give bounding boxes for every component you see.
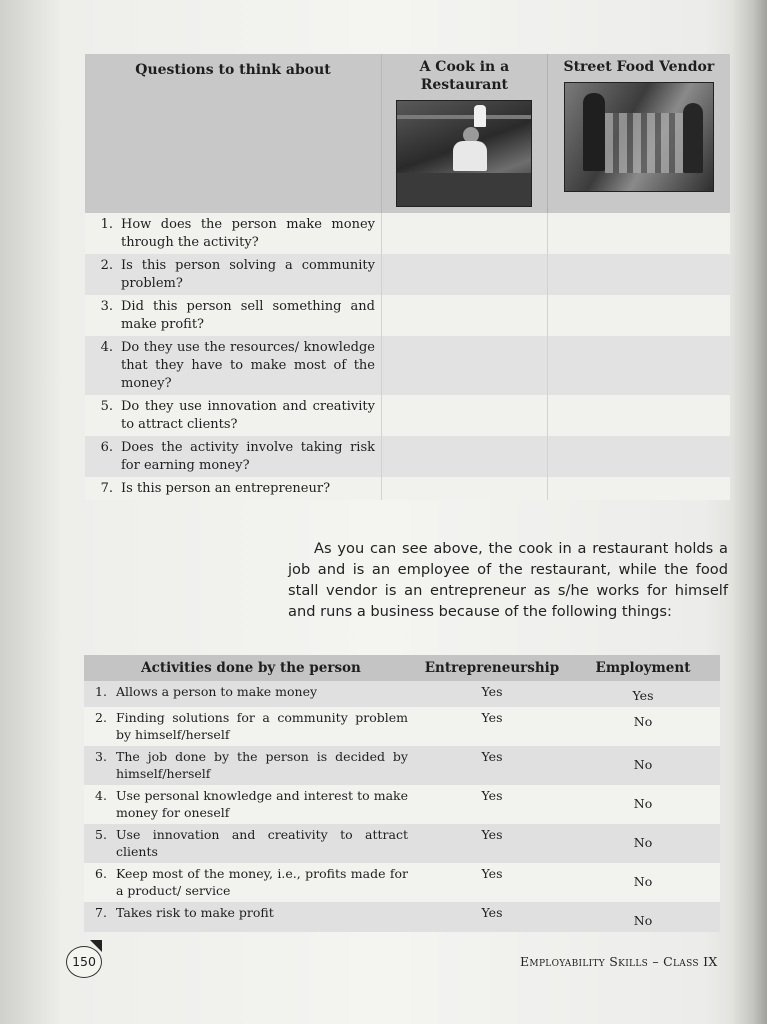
street-vendor-photo xyxy=(564,82,714,192)
entrepreneurship-value: Yes xyxy=(418,824,566,863)
entrepreneurship-value: Yes xyxy=(418,707,566,746)
activity-row xyxy=(84,707,720,746)
activity-text: The job done by the person is decided by himself/herself xyxy=(116,746,418,785)
activity-number: 1. xyxy=(84,681,116,707)
question-number: 6. xyxy=(85,436,121,477)
vendor-answer-cell xyxy=(547,336,730,395)
page-edge-shadow xyxy=(731,0,767,1024)
vendor-answer-cell xyxy=(547,477,730,500)
activity-number: 4. xyxy=(84,785,116,824)
header-employment: Employment xyxy=(566,655,720,681)
employment-value: Yes xyxy=(566,681,720,707)
activity-number: 2. xyxy=(84,707,116,746)
employment-value: No xyxy=(566,902,720,932)
header-cook-cell xyxy=(382,54,548,213)
cook-answer-cell xyxy=(382,295,548,336)
employment-value: No xyxy=(566,785,720,824)
question-row xyxy=(85,295,730,336)
explanation-paragraph: As you can see above, the cook in a restaurant holds a job and is an employee of the restaurant, while the food stall vendor is an entrepreneur as s/he works for himself and runs a business because of the following things: xyxy=(288,540,728,620)
activity-text: Use personal knowledge and interest to make money for oneself xyxy=(116,785,418,824)
question-number: 2. xyxy=(85,254,121,295)
activity-row xyxy=(84,785,720,824)
activities-table-header xyxy=(84,655,720,681)
activity-row xyxy=(84,824,720,863)
question-row xyxy=(85,336,730,395)
question-row xyxy=(85,213,730,254)
question-text: Does the activity involve taking risk for earning money? xyxy=(121,436,382,477)
activity-text: Allows a person to make money xyxy=(116,681,418,707)
cook-answer-cell xyxy=(382,436,548,477)
header-cook: A Cook in a Restaurant xyxy=(419,59,510,93)
activity-number: 5. xyxy=(84,824,116,863)
activity-text: Use innovation and creativity to attract clients xyxy=(116,824,418,863)
header-vendor: Street Food Vendor xyxy=(563,59,715,75)
vendor-answer-cell xyxy=(547,395,730,436)
entrepreneurship-value: Yes xyxy=(418,681,566,707)
vendor-answer-cell xyxy=(547,213,730,254)
employment-value: No xyxy=(566,863,720,902)
question-row xyxy=(85,254,730,295)
activity-number: 6. xyxy=(84,863,116,902)
header-questions: Questions to think about xyxy=(85,54,382,213)
activity-row xyxy=(84,681,720,707)
entrepreneurship-value: Yes xyxy=(418,785,566,824)
question-row xyxy=(85,395,730,436)
question-row xyxy=(85,477,730,500)
question-text: Do they use innovation and creativity to attract clients? xyxy=(121,395,382,436)
questions-table-header xyxy=(85,54,730,213)
activity-text: Takes risk to make profit xyxy=(116,902,418,932)
question-text: Is this person solving a community problem? xyxy=(121,254,382,295)
employment-value: No xyxy=(566,746,720,785)
activities-table xyxy=(84,655,720,932)
header-entrepreneurship: Entrepreneurship xyxy=(418,655,566,681)
entrepreneurship-value: Yes xyxy=(418,863,566,902)
questions-table xyxy=(85,54,730,500)
questions-body xyxy=(85,213,730,500)
cook-answer-cell xyxy=(382,254,548,295)
header-activities: Activities done by the person xyxy=(84,655,418,681)
vendor-answer-cell xyxy=(547,254,730,295)
cook-answer-cell xyxy=(382,477,548,500)
activity-row xyxy=(84,863,720,902)
question-text: Is this person an entrepreneur? xyxy=(121,477,382,500)
question-text: Do they use the resources/ knowledge that they have to make most of the money? xyxy=(121,336,382,395)
cook-answer-cell xyxy=(382,336,548,395)
activities-body xyxy=(84,681,720,932)
activity-number: 7. xyxy=(84,902,116,932)
question-text: How does the person make money through the activity? xyxy=(121,213,382,254)
question-number: 1. xyxy=(85,213,121,254)
footer-title: Employability Skills – Class IX xyxy=(520,954,718,969)
question-row xyxy=(85,436,730,477)
entrepreneurship-value: Yes xyxy=(418,746,566,785)
cook-photo xyxy=(396,100,532,207)
question-number: 7. xyxy=(85,477,121,500)
question-number: 4. xyxy=(85,336,121,395)
question-number: 5. xyxy=(85,395,121,436)
activity-text: Keep most of the money, i.e., profits made for a product/ service xyxy=(116,863,418,902)
cook-answer-cell xyxy=(382,395,548,436)
employment-value: No xyxy=(566,824,720,863)
page-number: 150 xyxy=(66,946,102,978)
activity-text: Finding solutions for a community problem by himself/herself xyxy=(116,707,418,746)
activity-row xyxy=(84,746,720,785)
vendor-answer-cell xyxy=(547,295,730,336)
cook-answer-cell xyxy=(382,213,548,254)
header-vendor-cell xyxy=(547,54,730,213)
activity-number: 3. xyxy=(84,746,116,785)
entrepreneurship-value: Yes xyxy=(418,902,566,932)
vendor-answer-cell xyxy=(547,436,730,477)
employment-value: No xyxy=(566,707,720,746)
activity-row xyxy=(84,902,720,932)
question-number: 3. xyxy=(85,295,121,336)
question-text: Did this person sell something and make profit? xyxy=(121,295,382,336)
